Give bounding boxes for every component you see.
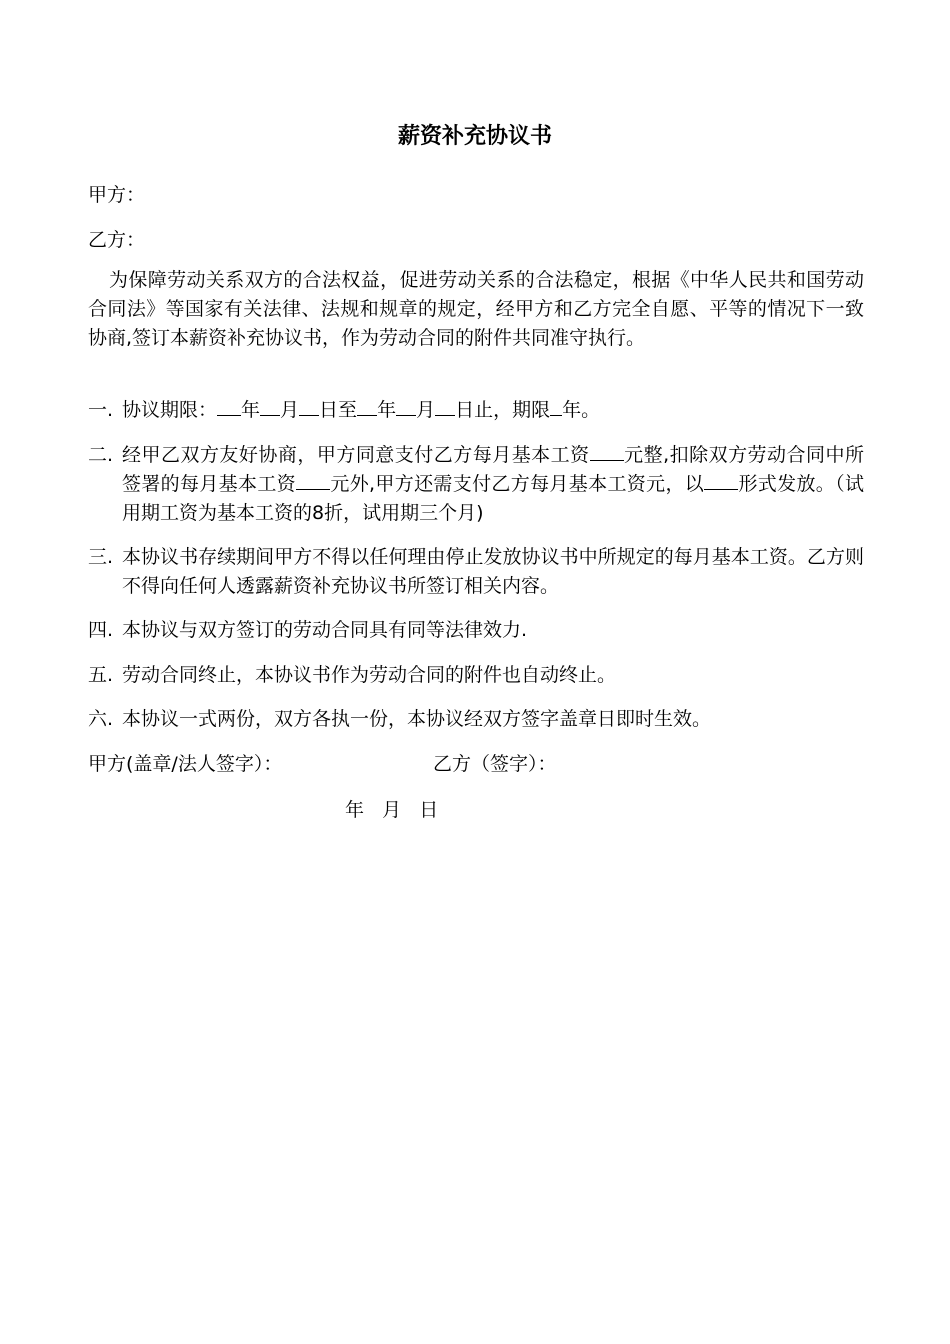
clause-text: 形式发放。（试用期工资为基本工资的8折，试用期三个月) <box>122 473 864 524</box>
clause-text: 年 <box>241 399 261 421</box>
clause-text: 日至 <box>319 399 358 421</box>
clause-text: 月 <box>416 399 436 421</box>
party-a-label: 甲方： <box>88 184 146 206</box>
signature-date: 年 月 日 <box>345 799 439 821</box>
preamble-paragraph: 为保障劳动关系双方的合法权益，促进劳动关系的合法稳定，根据《中华人民共和国劳动合同法》等国家有关法律、法规和规章的规定，经甲方和乙方完全自愿、平等的情况下一致协商,签订本薪资补充协议书，作为劳动合同的附件共同准守执行。 <box>88 269 864 349</box>
clause-body: 本协议一式两份，双方各执一份，本协议经双方签字盖章日即时生效。 <box>122 708 712 730</box>
clause-text: 年 <box>377 399 397 421</box>
clause-text: 元整,扣除双方劳动合同中所签署的每月基本工资 <box>122 444 864 495</box>
clause-1 <box>88 396 864 425</box>
clause-text: 经甲乙双方友好协商，甲方同意支付乙方每月基本工资 <box>122 444 590 466</box>
document-title: 薪资补充协议书 <box>397 123 552 149</box>
clause-2 <box>88 441 864 528</box>
clause-3 <box>88 543 864 601</box>
blank-field <box>217 397 241 416</box>
clause-body <box>122 441 864 528</box>
blank-field <box>590 442 624 461</box>
clause-6 <box>88 705 864 734</box>
blank-field <box>296 471 330 490</box>
clause-number: 五. <box>88 664 114 686</box>
clause-text: 月 <box>280 399 300 421</box>
signature-party-b: 乙方（签字）： <box>433 753 557 775</box>
blank-field <box>260 397 280 416</box>
clause-text: 元外,甲方还需支付乙方每月基本工资元，以 <box>330 473 705 495</box>
clause-number: 六. <box>88 708 114 730</box>
blank-field <box>435 397 455 416</box>
clause-body <box>122 396 864 425</box>
clause-number: 四. <box>88 619 114 641</box>
clause-body: 本协议书存续期间甲方不得以任何理由停止发放协议书中所规定的每月基本工资。乙方则不得向任何人透露薪资补充协议书所签订相关内容。 <box>122 546 864 597</box>
blank-field <box>299 397 319 416</box>
clause-number: 一. <box>88 399 114 421</box>
blank-field <box>550 397 562 416</box>
signature-party-a: 甲方(盖章/法人签字）： <box>88 753 283 775</box>
clause-body: 本协议与双方签订的劳动合同具有同等法律效力. <box>122 619 528 641</box>
clause-text: 年。 <box>562 399 601 421</box>
party-b-label: 乙方： <box>88 229 146 251</box>
clause-5 <box>88 661 864 690</box>
clause-number: 二. <box>88 444 114 466</box>
clause-body: 劳动合同终止，本协议书作为劳动合同的附件也自动终止。 <box>122 664 617 686</box>
clause-number: 三. <box>88 546 114 568</box>
clause-4 <box>88 616 864 645</box>
blank-field <box>396 397 416 416</box>
blank-field <box>357 397 377 416</box>
blank-field <box>704 471 738 490</box>
clause-text: 日止，期限 <box>455 399 551 421</box>
clause-text: 协议期限： <box>122 399 218 421</box>
